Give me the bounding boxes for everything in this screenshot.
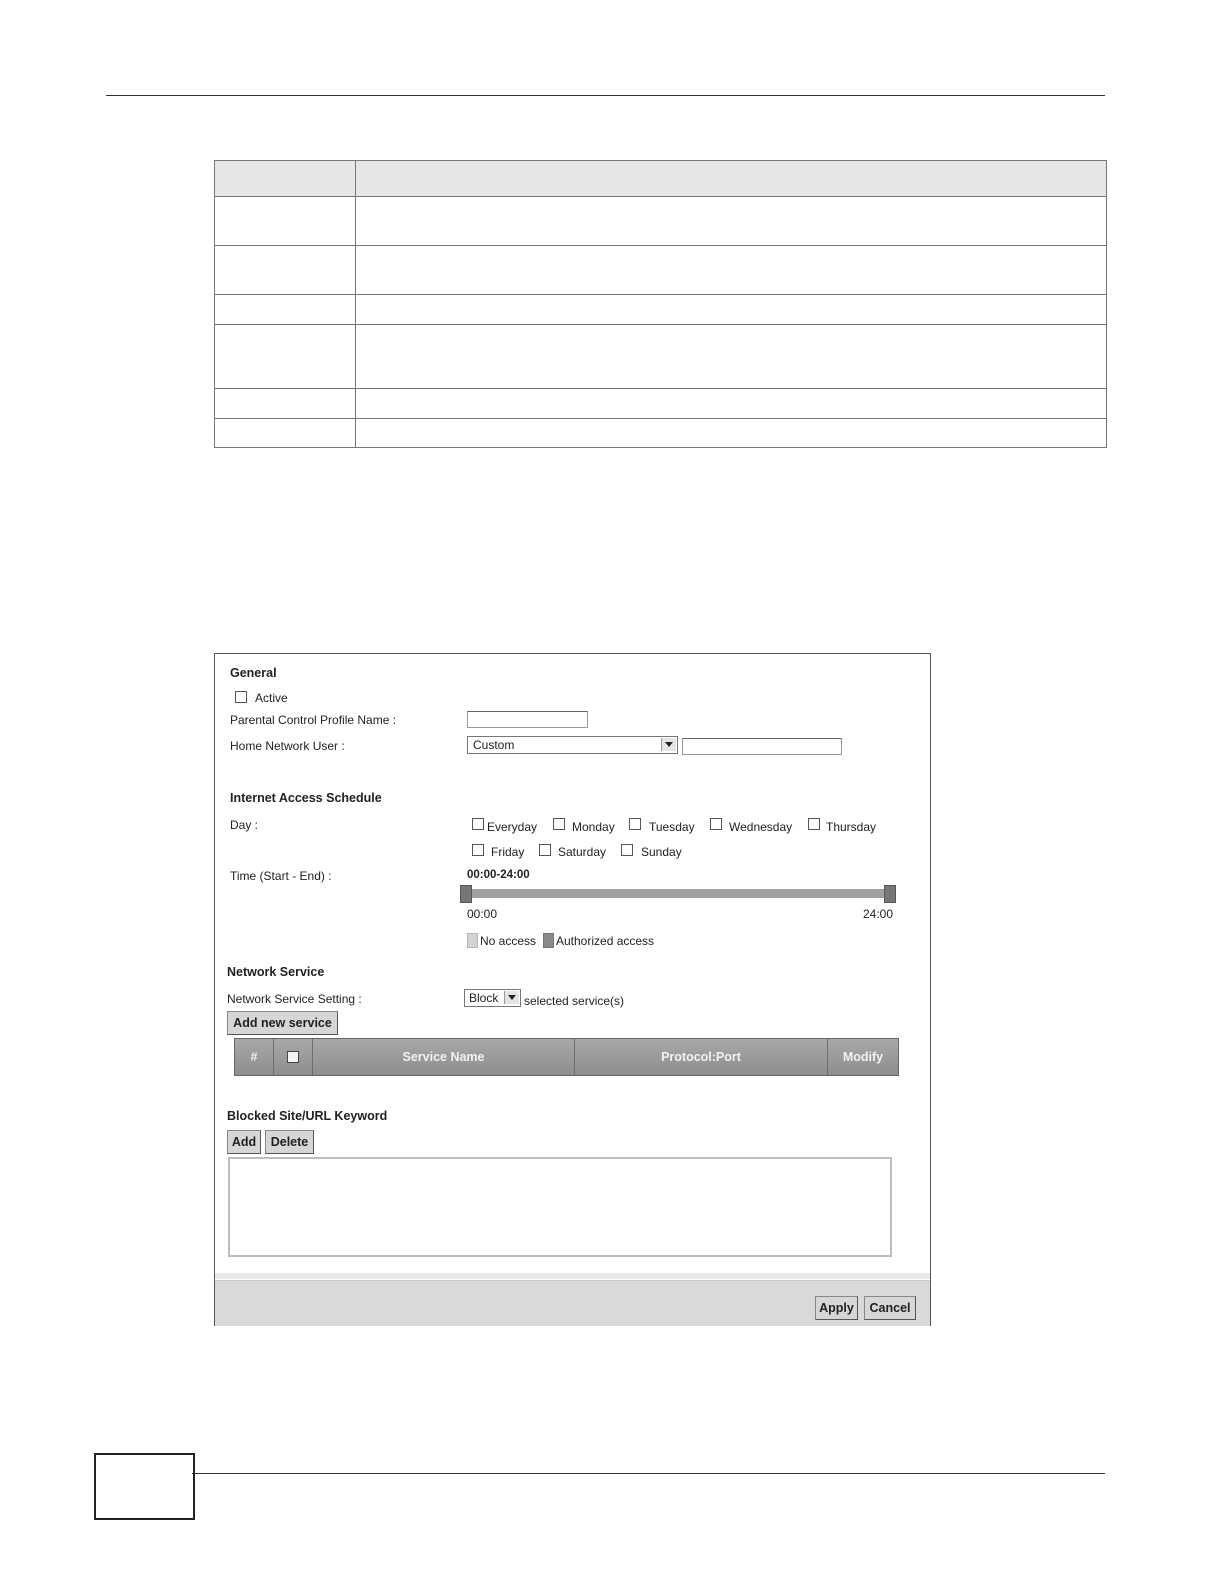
authorized-swatch [543, 933, 554, 948]
table-header-row [215, 161, 1107, 197]
active-checkbox[interactable] [235, 691, 247, 703]
table-row [215, 389, 1107, 419]
authorized-legend: Authorized access [556, 934, 655, 948]
table-header-cell [356, 161, 1107, 197]
day-checkbox-monday[interactable] [553, 818, 565, 830]
network-service-setting-value: Block [469, 991, 499, 1005]
time-label: Time (Start - End) : [230, 869, 332, 883]
add-keyword-button[interactable]: Add [227, 1130, 261, 1154]
column-header-protocol-port: Protocol:Port [575, 1039, 828, 1075]
time-slider-track[interactable] [465, 889, 891, 898]
profile-name-input[interactable] [467, 711, 588, 728]
column-header-modify: Modify [842, 1050, 884, 1064]
service-table-header [234, 1038, 899, 1076]
column-header-number: # [235, 1039, 274, 1075]
day-label-monday: Monday [572, 820, 615, 834]
day-label-saturday: Saturday [558, 845, 607, 859]
blocked-keyword-list[interactable] [228, 1157, 892, 1257]
bottom-rule [192, 1473, 1105, 1474]
field-description-table [214, 160, 1107, 448]
general-heading: General [230, 666, 277, 680]
day-label-everyday: Everyday [487, 820, 538, 834]
home-user-select-value: Custom [473, 738, 515, 752]
select-all-checkbox[interactable] [287, 1051, 299, 1063]
time-slider-end-handle[interactable] [884, 885, 896, 903]
footer-bar [215, 1280, 930, 1326]
day-checkbox-everyday[interactable] [472, 818, 484, 830]
day-label-friday: Friday [491, 845, 525, 859]
add-new-service-button[interactable]: Add new service [227, 1011, 338, 1035]
blocked-keyword-heading: Blocked Site/URL Keyword [227, 1109, 388, 1123]
table-row [215, 295, 1107, 325]
footer-separator [215, 1273, 930, 1279]
network-service-setting-suffix: selected service(s) [524, 994, 625, 1008]
day-checkbox-saturday[interactable] [539, 844, 551, 856]
top-rule [106, 95, 1105, 96]
day-label-sunday: Sunday [641, 845, 682, 859]
day-checkbox-tuesday[interactable] [629, 818, 641, 830]
day-checkbox-thursday[interactable] [808, 818, 820, 830]
profile-name-label: Parental Control Profile Name : [230, 713, 397, 727]
day-label-wednesday: Wednesday [729, 820, 793, 834]
table-header-cell [215, 161, 356, 197]
chevron-down-icon [661, 738, 676, 751]
table-row [215, 419, 1107, 448]
network-service-setting-label: Network Service Setting : [227, 992, 362, 1006]
table-row [215, 325, 1107, 389]
home-user-custom-input[interactable] [682, 738, 842, 755]
no-access-legend: No access [480, 934, 537, 948]
time-slider-end-label: 24:00 [863, 907, 894, 921]
day-checkbox-friday[interactable] [472, 844, 484, 856]
home-user-select[interactable] [467, 736, 678, 754]
time-slider-start-label: 00:00 [467, 907, 498, 921]
day-label-thursday: Thursday [826, 820, 877, 834]
column-header-service-name: Service Name [313, 1039, 575, 1075]
active-label: Active [255, 691, 288, 705]
column-header-select-all [274, 1039, 313, 1075]
network-service-setting-select[interactable] [464, 989, 521, 1007]
table-row [215, 197, 1107, 246]
day-checkbox-wednesday[interactable] [710, 818, 722, 830]
delete-keyword-button[interactable]: Delete [265, 1130, 314, 1154]
chevron-down-icon [504, 991, 519, 1004]
parental-control-panel [214, 653, 931, 1326]
schedule-heading: Internet Access Schedule [230, 791, 382, 805]
no-access-swatch [467, 933, 478, 948]
day-label-tuesday: Tuesday [649, 820, 695, 834]
cancel-button[interactable]: Cancel [864, 1296, 916, 1320]
apply-button[interactable]: Apply [815, 1296, 858, 1320]
home-user-label: Home Network User : [230, 739, 345, 753]
day-checkbox-sunday[interactable] [621, 844, 633, 856]
time-range-readout: 00:00-24:00 [467, 869, 530, 881]
time-slider-start-handle[interactable] [460, 885, 472, 903]
page-number-box [94, 1453, 195, 1520]
table-row [215, 246, 1107, 295]
day-label: Day : [230, 818, 259, 832]
network-service-heading: Network Service [227, 965, 325, 979]
